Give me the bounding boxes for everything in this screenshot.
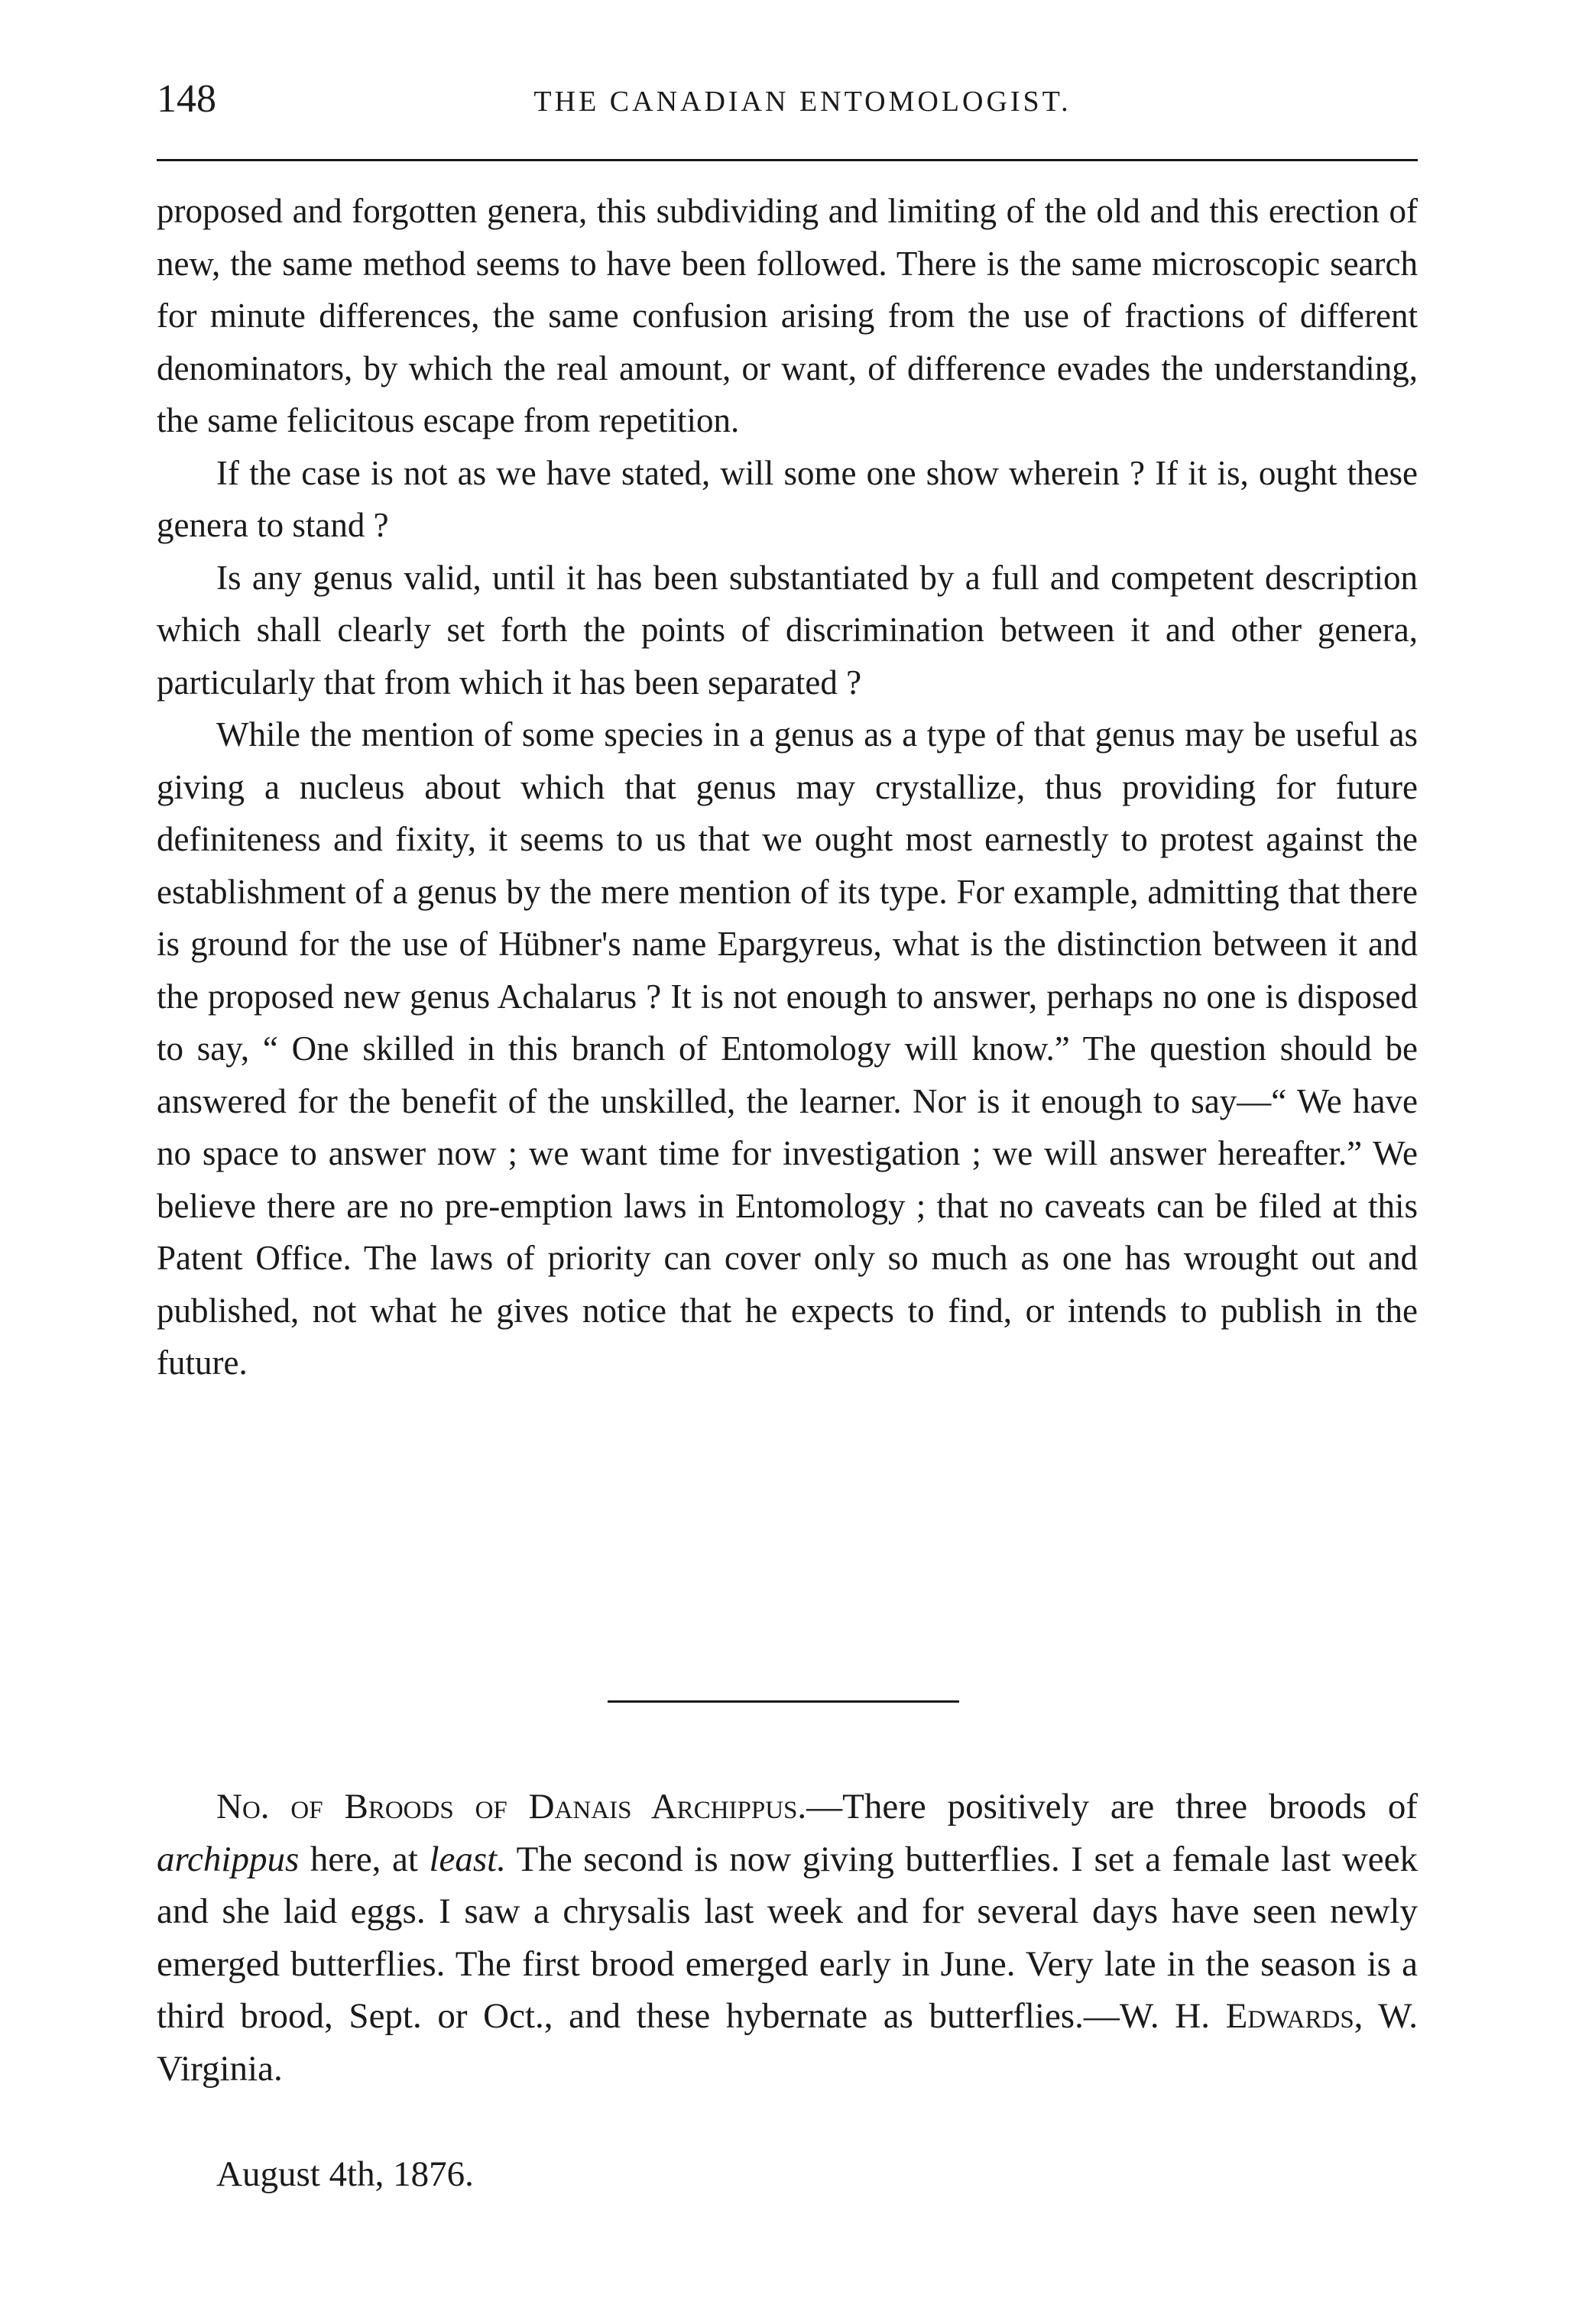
page-header [157, 76, 1418, 138]
note-date: August 4th, 1876. [216, 2154, 474, 2194]
paragraph-question: If the case is not as we have stated, will some one show wherein ? If it is, ought these genera to stand ? [157, 453, 1418, 544]
paragraph-genus-validity: Is any genus valid, until it has been substantiated by a full and competent description which shall clearly set forth the points of discrimination between it and other genera, particularly that from which it has been separated ? [157, 558, 1418, 702]
page-number: 148 [157, 77, 216, 121]
note-species-italic: archippus [157, 1839, 300, 1879]
note-author-surname: Edwards [1225, 1996, 1354, 2036]
note-text-1: —There positively are three broods of [806, 1787, 1418, 1826]
brood-note-paragraph [157, 1781, 1418, 2095]
note-least-italic: least. [429, 1839, 506, 1879]
paragraph-type-mention: While the mention of some species in a genus as a type of that genus may be useful as giving a nucleus about which that genus may crystallize, thus providing for future definiteness and fixity, it seems to us that we ought most earnestly to protest against the establishment of a genus by the mere mention of its type. For example, admitting that there is ground for the use of Hübner's name Epargyreus, what is the distinction between it and the proposed new genus Achalarus ? It is not enough to answer, perhaps no one is disposed to say, “ One skilled in this branch of Entomology will know.” The question should be answered for the benefit of the unskilled, the learner. Nor is it enough to say—“ We have no space to answer now ; we want time for investigation ; we will answer hereafter.” We believe there are no pre-emption laws in Entomology ; that no caveats can be filed at this Patent Office. The laws of priority can cover only so much as one has wrought out and published, not what he gives notice that he expects to find, or intends to publish in the future. [157, 715, 1418, 1382]
section-divider [608, 1700, 959, 1703]
article-body [157, 185, 1418, 1389]
header-rule [157, 159, 1418, 161]
note-text-3: The second is now giving butterflies. I set a female last week and she laid eggs. I saw a chrysalis last week and for several days have seen newly emerged butterflies. The first brood emerged early in June. Very late in the season is a third brood, Sept. or Oct., and these hybernate as butterflies.—W. H. [157, 1839, 1418, 2036]
running-head: THE CANADIAN ENTOMOLOGIST. [533, 86, 1072, 118]
paragraph-continuation: proposed and forgotten genera, this subdividing and limiting of the old and this erection of new, the same method seems to have been followed. There is the same microscopic search for minute differences, the same confusion arising from the use of fractions of different denominators, by which the real amount, or want, of difference evades the understanding, the same felicitous escape from repetition. [157, 192, 1418, 439]
note-heading: No. of Broods of Danais Archippus. [216, 1787, 807, 1826]
note-text-2: here, at [299, 1839, 430, 1879]
brood-note [157, 1781, 1418, 2095]
note-location: , W. Virginia. [157, 1996, 1419, 2089]
